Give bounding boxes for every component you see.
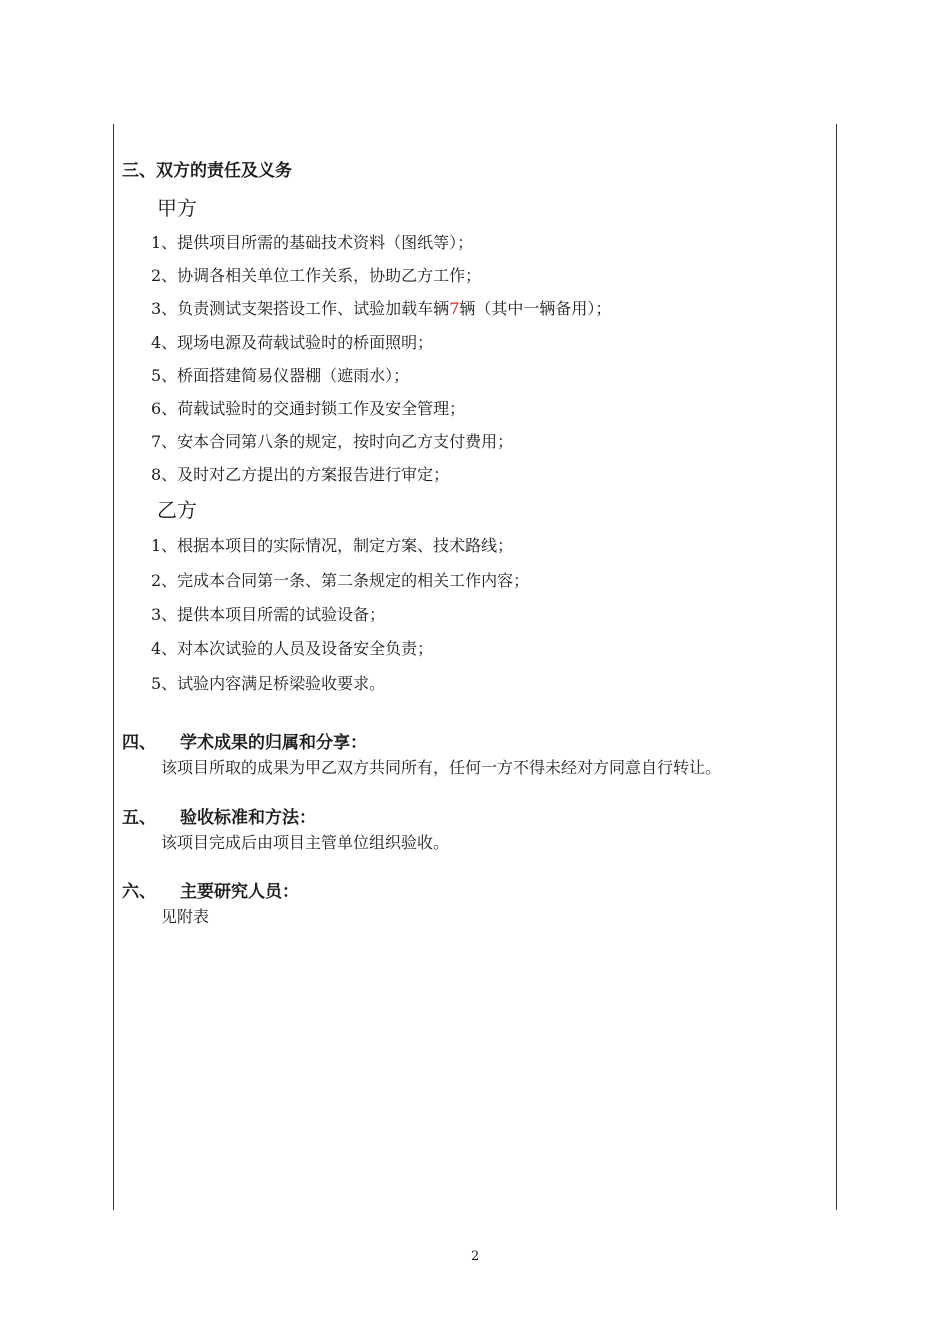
section-6-body: 见附表 <box>161 907 210 926</box>
party-a-item-8: 8、及时对乙方提出的方案报告进行审定； <box>151 465 450 484</box>
section-4-title: 学术成果的归属和分享： <box>180 733 367 753</box>
party-a-item-6: 6、荷载试验时的交通封锁工作及安全管理； <box>151 399 466 418</box>
party-b-item-5: 5、试验内容满足桥梁验收要求。 <box>151 674 386 693</box>
party-a-item-7: 7、安本合同第八条的规定，按时向乙方支付费用； <box>151 432 514 451</box>
party-b-item-1: 1、根据本项目的实际情况，制定方案、技术路线； <box>151 536 514 555</box>
section-5-body: 该项目完成后由项目主管单位组织验收。 <box>161 833 450 852</box>
section-4-body: 该项目所取的成果为甲乙双方共同所有，任何一方不得未经对方同意自行转让。 <box>161 758 722 777</box>
section-5-title: 验收标准和方法： <box>180 808 316 828</box>
party-a-item-5: 5、桥面搭建简易仪器棚（遮雨水）； <box>151 366 410 385</box>
party-a-item-4: 4、现场电源及荷载试验时的桥面照明； <box>151 333 434 352</box>
party-b-label: 乙方 <box>157 498 197 522</box>
party-a-item-3-suffix: 辆（其中一辆备用）； <box>459 299 612 318</box>
section-6-number: 六、 <box>122 882 156 902</box>
page-number: 2 <box>471 1249 480 1264</box>
vehicle-count: 7 <box>449 299 460 318</box>
party-b-item-2: 2、完成本合同第一条、第二条规定的相关工作内容； <box>151 571 530 590</box>
section-4-number: 四、 <box>122 733 156 753</box>
party-a-label: 甲方 <box>157 196 197 220</box>
party-a-item-1: 1、提供项目所需的基础技术资料（图纸等）； <box>151 233 474 252</box>
table-right-border <box>836 124 837 1210</box>
section-6-title: 主要研究人员： <box>180 882 299 902</box>
party-b-item-3: 3、提供本项目所需的试验设备； <box>151 605 386 624</box>
section-5-number: 五、 <box>122 808 156 828</box>
party-a-item-2: 2、协调各相关单位工作关系，协助乙方工作； <box>151 266 482 285</box>
party-a-item-3-text: 3、负责测试支架搭设工作、试验加载车辆 <box>151 299 450 318</box>
table-left-border <box>113 124 114 1210</box>
section-3-heading: 三、双方的责任及义务 <box>122 161 292 181</box>
party-b-item-4: 4、对本次试验的人员及设备安全负责； <box>151 639 434 658</box>
party-a-item-3 <box>151 301 611 317</box>
